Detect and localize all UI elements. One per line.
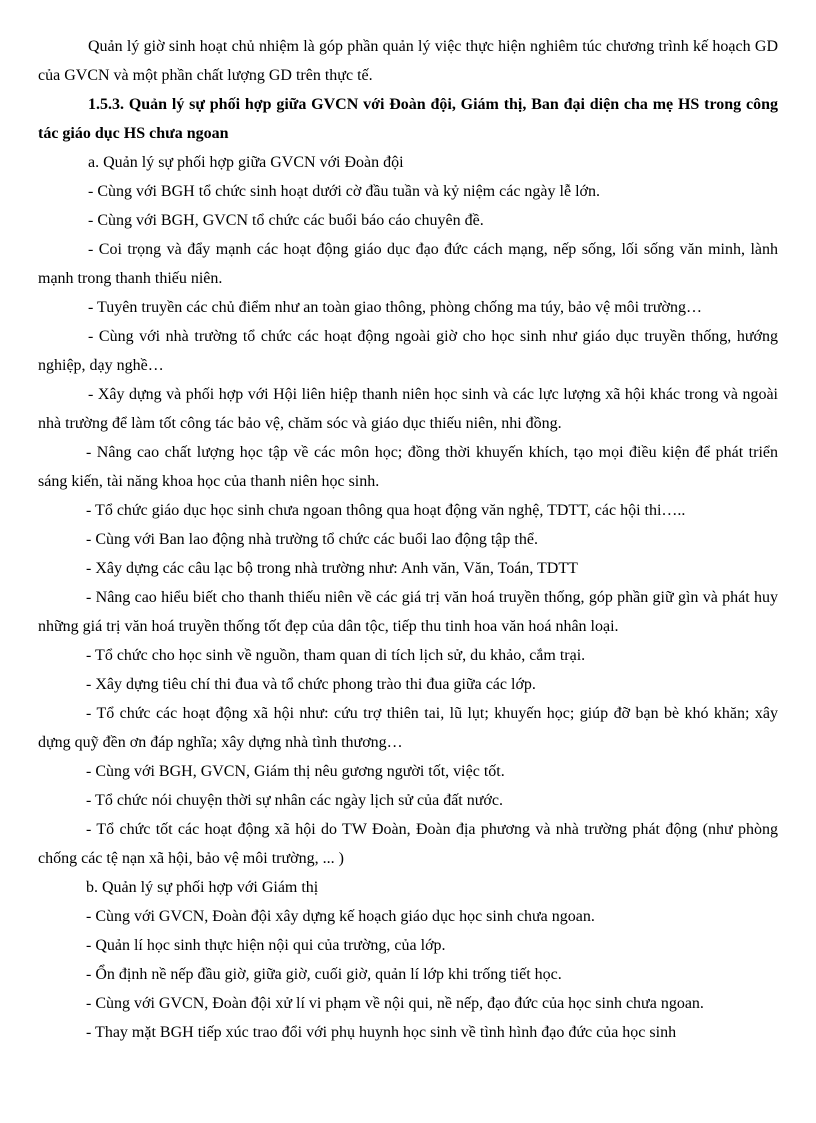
list-item: - Tổ chức nói chuyện thời sự nhân các ngày lịch sử của đất nước. (86, 792, 503, 809)
list-item: - Tổ chức tốt các hoạt động xã hội do TW Đoàn, Đoàn địa phương và nhà trường phát động (như phòng chống các tệ nạn xã hội, bảo vệ môi trường, ... ) (38, 821, 778, 867)
paragraph-intro: Quản lý giờ sinh hoạt chủ nhiệm là góp phần quản lý việc thực hiện nghiêm túc chương trình kế hoạch GD của GVCN và một phần chất lượng GD trên thực tế. (38, 38, 778, 84)
list-item: - Tổ chức cho học sinh về nguồn, tham quan di tích lịch sử, du khảo, cắm trại. (86, 647, 586, 664)
document-page (38, 32, 778, 1047)
list-item: - Thay mặt BGH tiếp xúc trao đổi với phụ huynh học sinh về tình hình đạo đức của học sinh (86, 1024, 677, 1041)
list-item: - Tuyên truyền các chủ điểm như an toàn giao thông, phòng chống ma túy, bảo vệ môi trường… (88, 299, 702, 316)
list-item: - Cùng với nhà trường tổ chức các hoạt động ngoài giờ cho học sinh như giáo dục truyền thống, hướng nghiệp, dạy nghề… (38, 328, 778, 374)
list-item: - Xây dựng các câu lạc bộ trong nhà trường như: Anh văn, Văn, Toán, TDTT (86, 560, 578, 577)
list-item: - Quản lí học sinh thực hiện nội qui của trường, của lớp. (86, 937, 446, 954)
list-item: - Cùng với BGH, GVCN, Giám thị nêu gương người tốt, việc tốt. (86, 763, 505, 780)
list-item: - Xây dựng tiêu chí thi đua và tổ chức phong trào thi đua giữa các lớp. (86, 676, 536, 693)
list-item: - Tổ chức giáo dục học sinh chưa ngoan thông qua hoạt động văn nghệ, TDTT, các hội thi….. (86, 502, 686, 519)
list-item: - Nâng cao hiểu biết cho thanh thiếu niên về các giá trị văn hoá truyền thống, góp phần giữ gìn và phát huy những giá trị văn hoá truyền thống tốt đẹp của dân tộc, tiếp thu tinh hoa văn hoá nhân loại. (38, 589, 778, 635)
subsection-heading-a: a. Quản lý sự phối hợp giữa GVCN với Đoàn đội (88, 154, 404, 171)
list-item: - Cùng với GVCN, Đoàn đội xử lí vi phạm về nội qui, nề nếp, đạo đức của học sinh chưa ngoan. (86, 995, 704, 1012)
section-heading-1-5-3: 1.5.3. Quản lý sự phối hợp giữa GVCN với Đoàn đội, Giám thị, Ban đại diện cha mẹ HS trong công tác giáo dục HS chưa ngoan (38, 96, 778, 142)
list-item: - Cùng với BGH tổ chức sinh hoạt dưới cờ đầu tuần và kỷ niệm các ngày lễ lớn. (88, 183, 600, 200)
list-item: - Nâng cao chất lượng học tập về các môn học; đồng thời khuyến khích, tạo mọi điều kiện để phát triển sáng kiến, tài năng khoa học của thanh niên học sinh. (38, 444, 778, 490)
list-item: - Coi trọng và đẩy mạnh các hoạt động giáo dục đạo đức cách mạng, nếp sống, lối sống văn minh, lành mạnh trong thanh thiếu niên. (38, 241, 778, 287)
list-item: - Ổn định nề nếp đầu giờ, giữa giờ, cuối giờ, quản lí lớp khi trống tiết học. (86, 966, 562, 983)
list-item: - Tổ chức các hoạt động xã hội như: cứu trợ thiên tai, lũ lụt; khuyến học; giúp đỡ bạn bè khó khăn; xây dựng quỹ đền ơn đáp nghĩa; xây dựng nhà tình thương… (38, 705, 778, 751)
list-item: - Cùng với Ban lao động nhà trường tổ chức các buổi lao động tập thể. (86, 531, 538, 548)
list-item: - Cùng với BGH, GVCN tổ chức các buổi báo cáo chuyên đề. (88, 212, 484, 229)
list-item: - Cùng với GVCN, Đoàn đội xây dựng kế hoạch giáo dục học sinh chưa ngoan. (86, 908, 595, 925)
subsection-heading-b: b. Quản lý sự phối hợp với Giám thị (86, 879, 319, 896)
list-item: - Xây dựng và phối hợp với Hội liên hiệp thanh niên học sinh và các lực lượng xã hội khác trong và ngoài nhà trường để làm tốt công tác bảo vệ, chăm sóc và giáo dục thiếu niên, nhi đồng. (38, 386, 778, 432)
